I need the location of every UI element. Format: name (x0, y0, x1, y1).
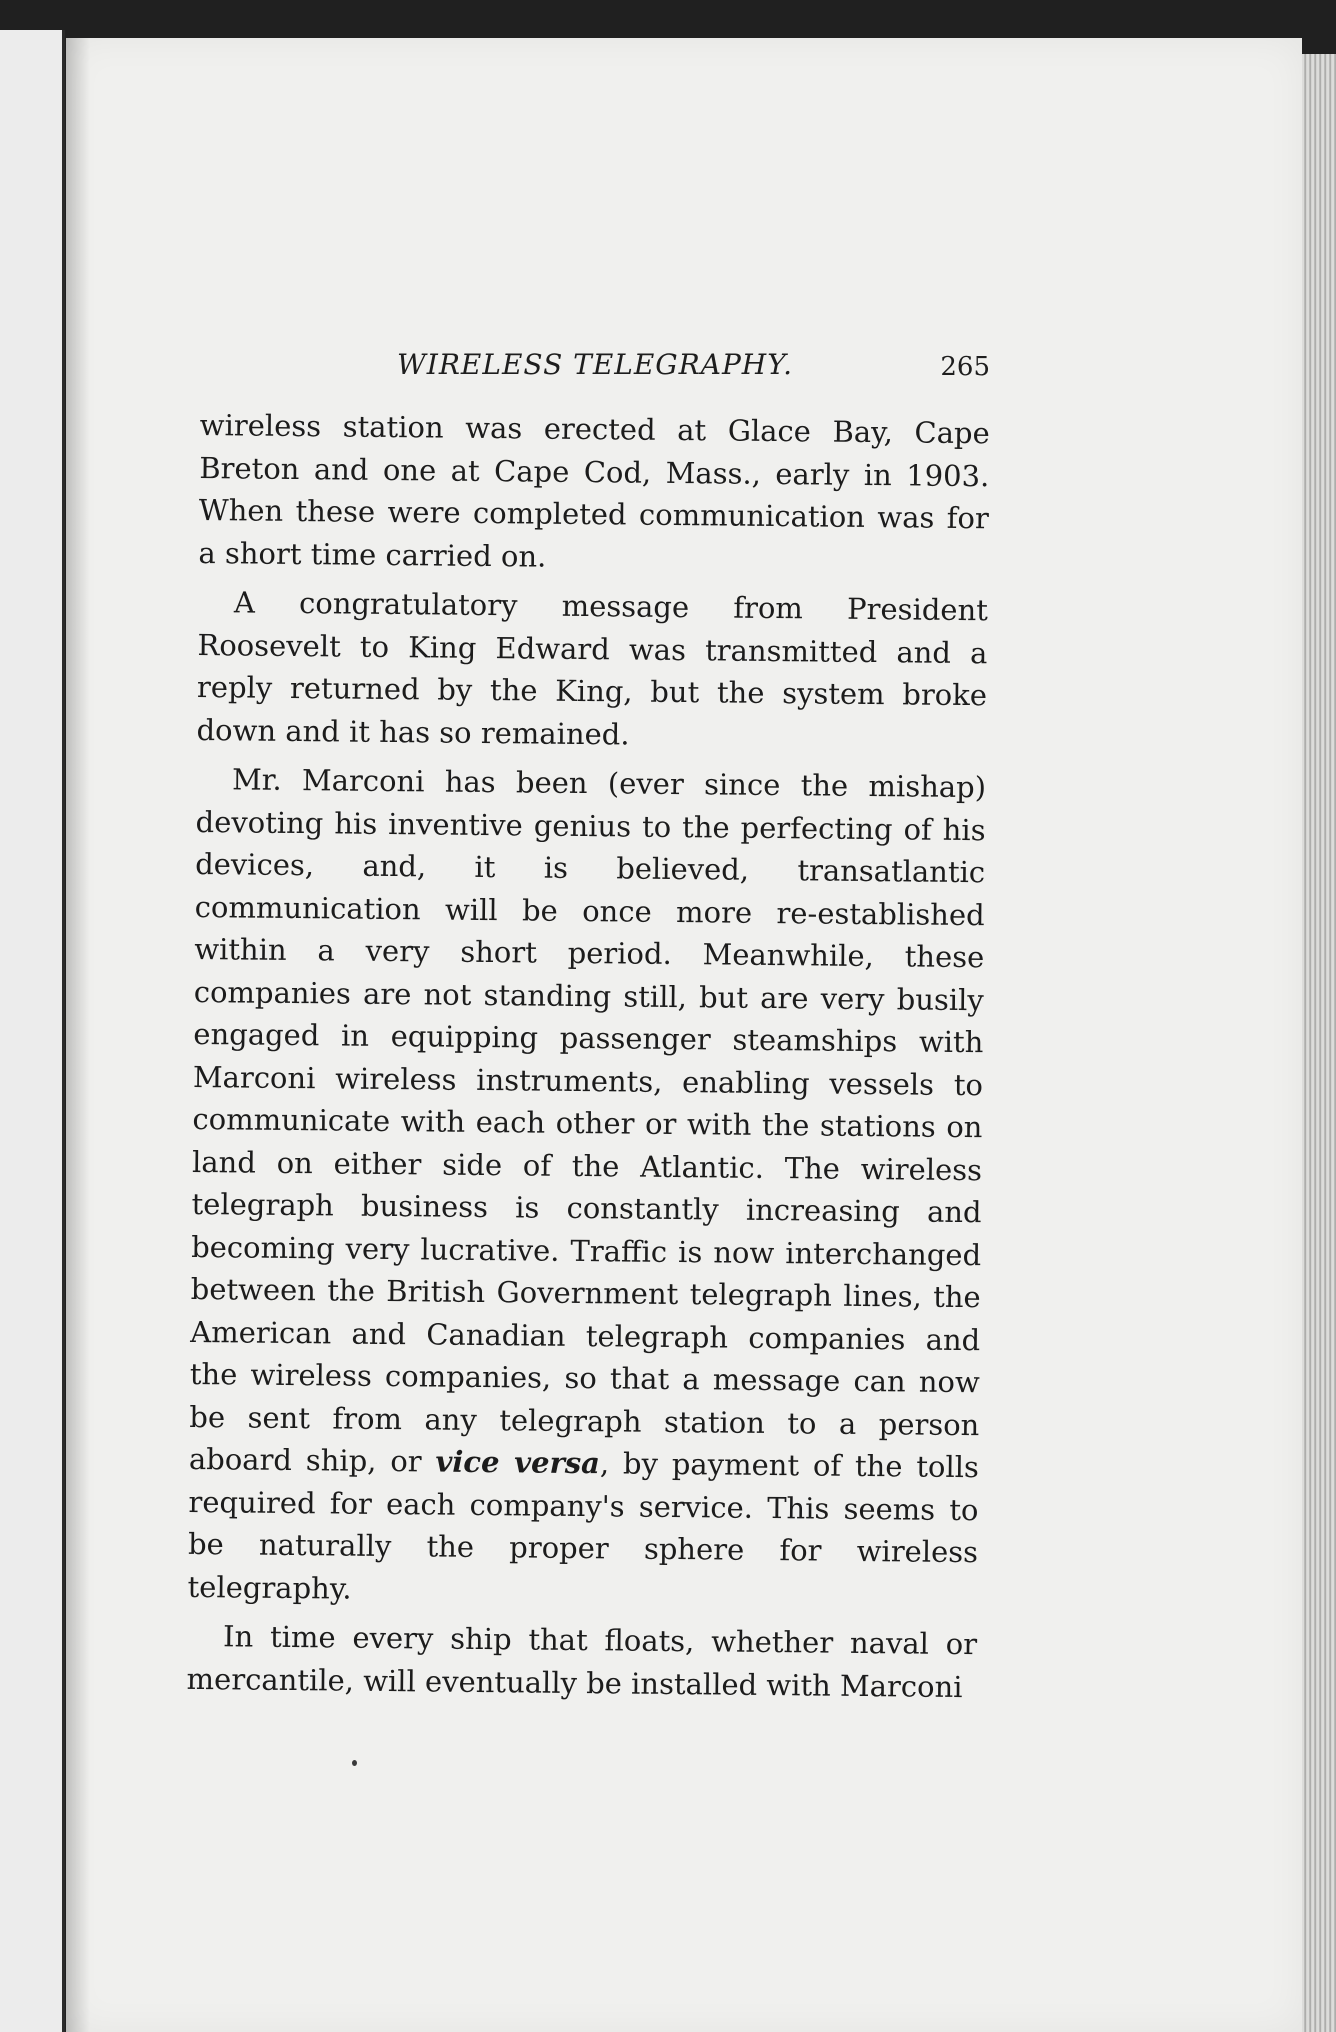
ink-speck (352, 1760, 357, 1766)
page-stack-edge (1302, 54, 1336, 2032)
paragraph-4 (186, 1615, 977, 1708)
paragraph-2 (196, 581, 988, 759)
paragraph-1 (198, 404, 990, 582)
paragraph-3 (187, 758, 986, 1616)
paragraph-1-text: wireless station was erected at Glace Bay, Cape Breton and one at Cape Cod, Mass., early in 1903. When these were completed communication was for a short time carried on. (198, 407, 990, 574)
body-text (186, 404, 990, 1715)
paragraph-3-text-continued: , by payment of the tolls required for each company's service. This seems to be naturally the proper sphere for wireless telegraphy. (187, 1446, 980, 1606)
paragraph-4-text: In time every ship that floats, whether naval or mercantile, will eventually be installed with Marconi (186, 1619, 978, 1704)
gutter-shadow (66, 38, 90, 2032)
paragraph-3-text: Mr. Marconi has been (ever since the mishap) devoting his inventive genius to the perfecting of his devices, and, it is believed, transatlantic communication will be once more re-established within a very short period. Meanwhile, these companies are not standing still, but are very busily engaged in equipping passenger steamships with Marconi wireless instruments, enabling vessels to communicate with each other or with the stations on land on either side of the Atlantic. The wireless telegraph business is constantly increasing and becoming very lucrative. Traffic is now interchanged between the British Government telegraph lines, the American and Canadian telegraph companies and the wireless companies, so that a message can now be sent from any telegraph station to a person aboard ship, or (188, 762, 987, 1479)
paragraph-2-text: A congratulatory message from President Roosevelt to King Edward was transmitted and a reply returned by the King, but the system broke down and it has so remained. (196, 585, 989, 752)
page-number: 265 (940, 352, 990, 382)
previous-page-edge (0, 30, 65, 2032)
running-title: WIRELESS TELEGRAPHY. (396, 348, 794, 381)
paragraph-3-italic-phrase: vice versa (435, 1444, 601, 1481)
running-head (200, 348, 990, 392)
